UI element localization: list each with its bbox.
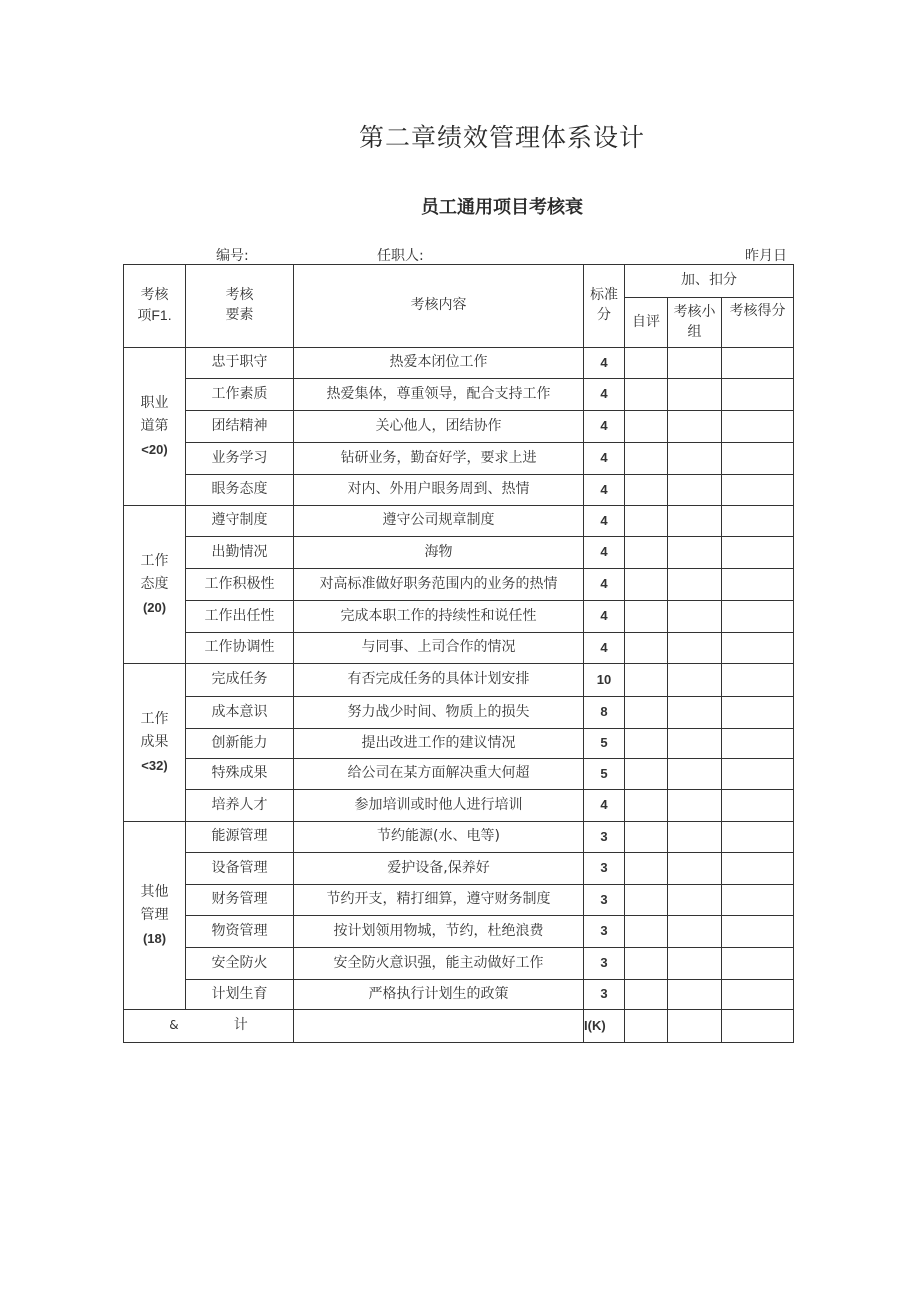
category-label-l3: (18) [142, 931, 167, 947]
group-score-cell[interactable] [668, 475, 722, 506]
group-score-cell[interactable] [668, 980, 722, 1010]
table-row [124, 664, 794, 697]
header-row [124, 265, 794, 298]
content-cell: 提出改进工作的建议情况 [294, 729, 584, 759]
standard-score: 4 [584, 379, 625, 411]
category-label-l1: 工作 [140, 552, 169, 569]
standard-score: 3 [584, 980, 625, 1010]
final-score-cell[interactable] [722, 759, 794, 790]
self-score-cell[interactable] [625, 379, 668, 411]
group-score-cell[interactable] [668, 664, 722, 697]
content-cell: 热爱集体，尊重领导，配合支持工作 [294, 379, 584, 411]
element-cell: 团结精神 [186, 411, 294, 443]
self-score-cell[interactable] [625, 506, 668, 537]
element-cell: 设备管理 [186, 853, 294, 885]
final-score-cell[interactable] [722, 980, 794, 1010]
self-score-cell[interactable] [625, 948, 668, 980]
standard-score: 4 [584, 633, 625, 664]
self-score-cell[interactable] [625, 411, 668, 443]
self-score-cell[interactable] [625, 664, 668, 697]
element-cell: 遵守制度 [186, 506, 294, 537]
content-cell: 节约能源(水、电等) [294, 822, 584, 853]
assessment-table [123, 264, 794, 1043]
table-row [124, 411, 794, 443]
header-group-line2: 组 [687, 323, 702, 340]
element-cell: 培养人才 [186, 790, 294, 822]
self-score-cell[interactable] [625, 475, 668, 506]
self-score-cell[interactable] [625, 853, 668, 885]
group-score-cell[interactable] [668, 443, 722, 475]
table-row [124, 759, 794, 790]
total-group-cell[interactable] [668, 1010, 722, 1043]
total-row [124, 1010, 794, 1043]
self-score-cell[interactable] [625, 348, 668, 379]
standard-score: 3 [584, 822, 625, 853]
self-score-cell[interactable] [625, 759, 668, 790]
element-cell: 工作素质 [186, 379, 294, 411]
standard-score: 3 [584, 885, 625, 916]
standard-score: 10 [584, 664, 625, 697]
standard-score: 4 [584, 601, 625, 633]
element-cell: 能源管理 [186, 822, 294, 853]
content-cell: 完成本职工作的持续性和说任性 [294, 601, 584, 633]
content-cell: 海物 [294, 537, 584, 569]
final-score-cell[interactable] [722, 601, 794, 633]
header-standard-line1: 标准 [590, 287, 618, 304]
category-label-l2: 成果 [140, 734, 169, 751]
standard-score: 5 [584, 759, 625, 790]
header-item-line2: 项F1. [137, 307, 172, 323]
element-cell: 工作出任性 [186, 601, 294, 633]
header-group [668, 298, 722, 348]
self-score-cell[interactable] [625, 537, 668, 569]
header-content: 考核内容 [294, 265, 584, 348]
header-adjust: 加、扣分 [625, 265, 794, 298]
final-score-cell[interactable] [722, 379, 794, 411]
total-score: I(K) [584, 1010, 625, 1043]
element-cell: 创新能力 [186, 729, 294, 759]
form-title: 员工通用项目考核衰 [421, 197, 583, 218]
standard-score: 5 [584, 729, 625, 759]
content-cell: 有否完成任务的具体计划安排 [294, 664, 584, 697]
header-self: 自评 [625, 298, 668, 348]
final-score-cell[interactable] [722, 633, 794, 664]
self-score-cell[interactable] [625, 916, 668, 948]
final-score-cell[interactable] [722, 790, 794, 822]
group-score-cell[interactable] [668, 348, 722, 379]
table-row [124, 506, 794, 537]
standard-score: 3 [584, 916, 625, 948]
final-score-cell[interactable] [722, 411, 794, 443]
content-cell: 严格执行计划生的政策 [294, 980, 584, 1010]
final-score-cell[interactable] [722, 853, 794, 885]
element-cell: 特殊成果 [186, 759, 294, 790]
group-score-cell[interactable] [668, 379, 722, 411]
number-label: 编号: [216, 248, 249, 264]
group-score-cell[interactable] [668, 916, 722, 948]
self-score-cell[interactable] [625, 980, 668, 1010]
standard-score: 4 [584, 569, 625, 601]
group-score-cell[interactable] [668, 506, 722, 537]
table-row [124, 601, 794, 633]
content-cell: 钻研业务，勤奋好学，要求上进 [294, 443, 584, 475]
element-cell: 物资管理 [186, 916, 294, 948]
total-label-right: 计 [233, 1017, 248, 1034]
group-score-cell[interactable] [668, 885, 722, 916]
table-row [124, 980, 794, 1010]
self-score-cell[interactable] [625, 569, 668, 601]
category-label-l1: 工作 [140, 710, 169, 727]
group-score-cell[interactable] [668, 569, 722, 601]
group-score-cell[interactable] [668, 948, 722, 980]
group-score-cell[interactable] [668, 822, 722, 853]
element-cell: 工作积极性 [186, 569, 294, 601]
category-label-l1: 其他 [140, 883, 169, 900]
standard-score: 4 [584, 790, 625, 822]
table-row [124, 697, 794, 729]
element-cell: 业务学习 [186, 443, 294, 475]
standard-score: 3 [584, 853, 625, 885]
table-row [124, 885, 794, 916]
content-cell: 努力战少时间、物质上的损失 [294, 697, 584, 729]
final-score-cell[interactable] [722, 822, 794, 853]
table-body [124, 348, 794, 1010]
element-cell: 完成任务 [186, 664, 294, 697]
self-score-cell[interactable] [625, 443, 668, 475]
category-label-l1: 职业 [140, 394, 169, 411]
category-label-l2: 态度 [140, 576, 169, 593]
standard-score: 4 [584, 443, 625, 475]
group-score-cell[interactable] [668, 759, 722, 790]
header-element-line2: 要素 [225, 307, 254, 323]
date-label: 昨月日 [745, 248, 787, 264]
group-score-cell[interactable] [668, 697, 722, 729]
total-final-cell[interactable] [722, 1010, 794, 1043]
header-standard [584, 265, 625, 348]
table-row [124, 443, 794, 475]
final-score-cell[interactable] [722, 443, 794, 475]
header-element [186, 265, 294, 348]
standard-score: 8 [584, 697, 625, 729]
content-cell: 对高标准做好职务范围内的业务的热情 [294, 569, 584, 601]
table-row [124, 379, 794, 411]
group-score-cell[interactable] [668, 729, 722, 759]
total-content-cell [294, 1010, 584, 1043]
self-score-cell[interactable] [625, 601, 668, 633]
final-score-cell[interactable] [722, 475, 794, 506]
category-label-l2: 道第 [140, 418, 169, 435]
element-cell: 出勤情况 [186, 537, 294, 569]
standard-score: 4 [584, 506, 625, 537]
element-cell: 工作协调性 [186, 633, 294, 664]
final-score-cell[interactable] [722, 697, 794, 729]
table-row [124, 948, 794, 980]
person-label: 任职人: [377, 248, 424, 264]
self-score-cell[interactable] [625, 729, 668, 759]
element-cell: 眼务态度 [186, 475, 294, 506]
category-cell [124, 664, 186, 822]
standard-score: 4 [584, 348, 625, 379]
table-row [124, 790, 794, 822]
table-row [124, 537, 794, 569]
content-cell: 爱护设备,保养好 [294, 853, 584, 885]
content-cell: 参加培训或时他人进行培训 [294, 790, 584, 822]
self-score-cell[interactable] [625, 697, 668, 729]
table-row [124, 916, 794, 948]
header-item-line1: 考核 [140, 287, 169, 304]
table-row [124, 569, 794, 601]
header-group-line1: 考核小 [673, 303, 716, 320]
standard-score: 4 [584, 411, 625, 443]
total-label-cell [124, 1010, 294, 1043]
final-score-cell[interactable] [722, 569, 794, 601]
header-score: 考核得分 [722, 298, 794, 348]
content-cell: 按计划领用物城，节约，杜绝浪费 [294, 916, 584, 948]
table-row [124, 729, 794, 759]
element-cell: 财务管理 [186, 885, 294, 916]
final-score-cell[interactable] [722, 885, 794, 916]
element-cell: 安全防火 [186, 948, 294, 980]
category-label-l2: 管理 [140, 907, 169, 924]
content-cell: 热爱本闭位工作 [294, 348, 584, 379]
final-score-cell[interactable] [722, 506, 794, 537]
table-row [124, 348, 794, 379]
final-score-cell[interactable] [722, 916, 794, 948]
group-score-cell[interactable] [668, 601, 722, 633]
final-score-cell[interactable] [722, 729, 794, 759]
final-score-cell[interactable] [722, 948, 794, 980]
group-score-cell[interactable] [668, 790, 722, 822]
final-score-cell[interactable] [722, 348, 794, 379]
header-element-line1: 考核 [225, 287, 254, 304]
content-cell: 与同事、上司合作的情况 [294, 633, 584, 664]
header-standard-line2: 分 [597, 307, 611, 323]
self-score-cell[interactable] [625, 790, 668, 822]
category-cell [124, 506, 186, 664]
table-row [124, 822, 794, 853]
group-score-cell[interactable] [668, 633, 722, 664]
category-label-l3: (20) [142, 600, 167, 616]
content-cell: 对内、外用户眼务周到、热情 [294, 475, 584, 506]
element-cell: 忠于职守 [186, 348, 294, 379]
standard-score: 4 [584, 537, 625, 569]
group-score-cell[interactable] [668, 411, 722, 443]
table-row [124, 853, 794, 885]
content-cell: 遵守公司规章制度 [294, 506, 584, 537]
table-row [124, 633, 794, 664]
self-score-cell[interactable] [625, 822, 668, 853]
group-score-cell[interactable] [668, 537, 722, 569]
final-score-cell[interactable] [722, 664, 794, 697]
element-cell: 成本意识 [186, 697, 294, 729]
category-label-l3: <20) [141, 442, 168, 458]
standard-score: 3 [584, 948, 625, 980]
self-score-cell[interactable] [625, 633, 668, 664]
content-cell: 关心他人，团结协作 [294, 411, 584, 443]
group-score-cell[interactable] [668, 853, 722, 885]
header-item [124, 265, 186, 348]
content-cell: 节约开支，精打细算，遵守财务制度 [294, 885, 584, 916]
page-title: 第二章绩效管理体系设计 [358, 123, 645, 152]
element-cell: 计划生育 [186, 980, 294, 1010]
content-cell: 给公司在某方面解决重大何超 [294, 759, 584, 790]
content-cell: 安全防火意识强，能主动做好工作 [294, 948, 584, 980]
standard-score: 4 [584, 475, 625, 506]
self-score-cell[interactable] [625, 885, 668, 916]
table-row [124, 475, 794, 506]
category-label-l3: <32) [141, 758, 168, 774]
category-cell [124, 822, 186, 1010]
total-label-left: & [169, 1018, 179, 1033]
final-score-cell[interactable] [722, 537, 794, 569]
total-self-cell[interactable] [625, 1010, 668, 1043]
category-cell [124, 348, 186, 506]
